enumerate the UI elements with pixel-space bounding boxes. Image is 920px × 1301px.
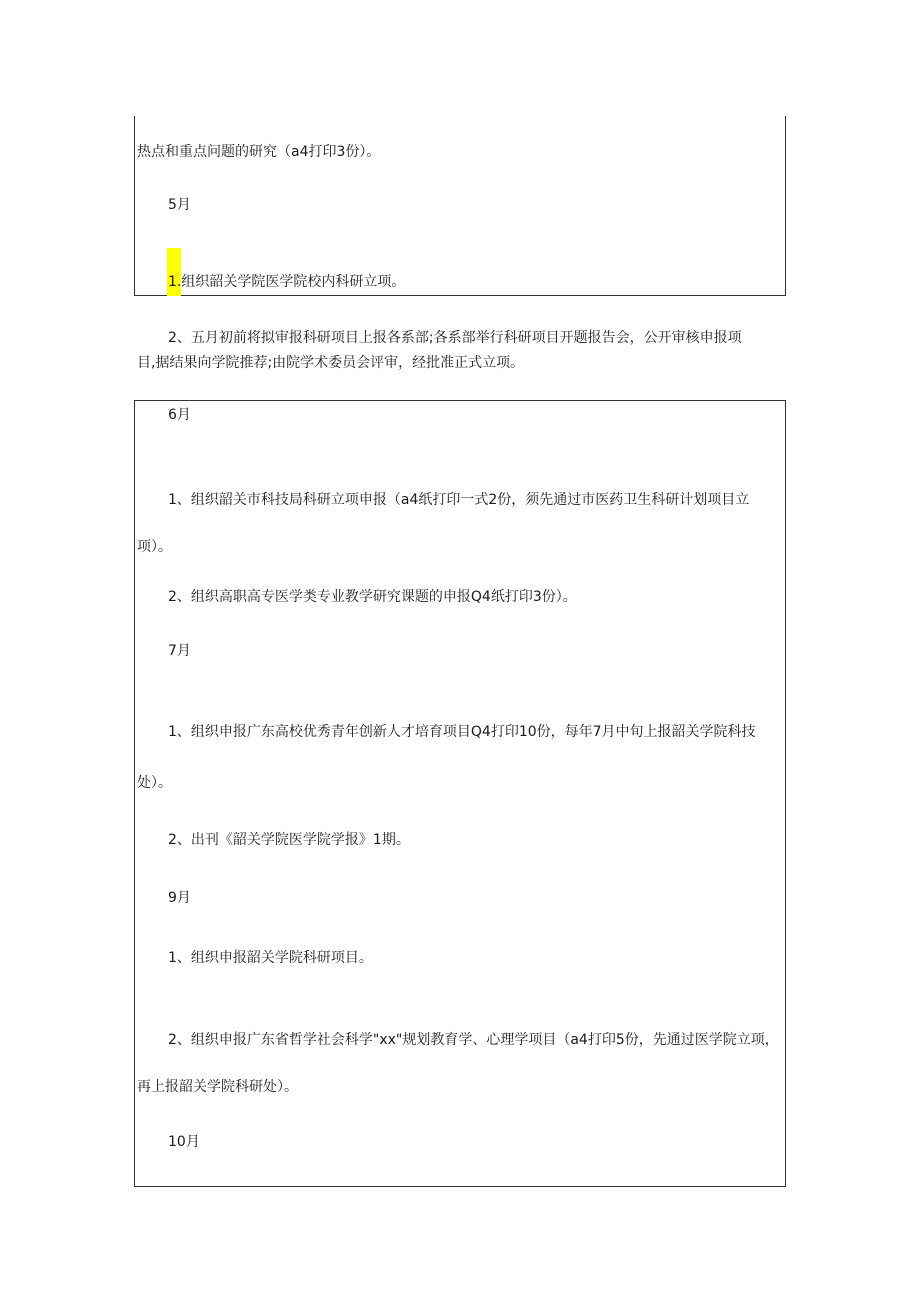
paragraph-may-item-2-line2: 目,据结果向学院推荐;由院学术委员会评审，经批准正式立项。 <box>137 355 525 371</box>
july-item-1-line2: 处）。 <box>137 775 172 791</box>
month-heading-october: 10月 <box>168 1134 200 1150</box>
june-item-1-line2: 项）。 <box>137 539 172 555</box>
june-item-2: 2、组织高职高专医学类专业教学研究课题的申报Q4纸打印3份）。 <box>168 589 577 605</box>
text-research-topics: 热点和重点问题的研究（a4打印3份）。 <box>137 144 381 160</box>
may-item-1 <box>168 272 405 292</box>
month-heading-may: 5月 <box>168 197 191 213</box>
month-heading-september: 9月 <box>168 890 191 906</box>
month-heading-june: 6月 <box>168 407 191 423</box>
paragraph-may-item-2-line1: 2、五月初前将拟审报科研项目上报各系部;各系部举行科研项目开题报告会，公开审核申报项 <box>168 330 742 346</box>
may-item-1-text: 组织韶关学院医学院校内科研立项。 <box>181 274 406 290</box>
table-cell-june-october <box>134 400 786 1187</box>
september-item-2-line2: 再上报韶关学院科研处）。 <box>137 1079 298 1095</box>
month-heading-july: 7月 <box>168 643 191 659</box>
may-item-1-number: 1. <box>168 274 182 290</box>
july-item-1-line1: 1、组织申报广东高校优秀青年创新人才培育项目Q4打印10份，每年7月中旬上报韶关学院科技 <box>168 724 756 740</box>
july-item-2: 2、出刊《韶关学院医学院学报》1期。 <box>168 832 410 848</box>
june-item-1-line1: 1、组织韶关市科技局科研立项申报（a4纸打印一式2份，须先通过市医药卫生科研计划项目立 <box>168 492 750 508</box>
september-item-1: 1、组织申报韶关学院科研项目。 <box>168 950 373 966</box>
september-item-2-line1: 2、组织申报广东省哲学社会科学"xx"规划教育学、心理学项目（a4打印5份，先通过医学院立项， <box>168 1032 779 1048</box>
